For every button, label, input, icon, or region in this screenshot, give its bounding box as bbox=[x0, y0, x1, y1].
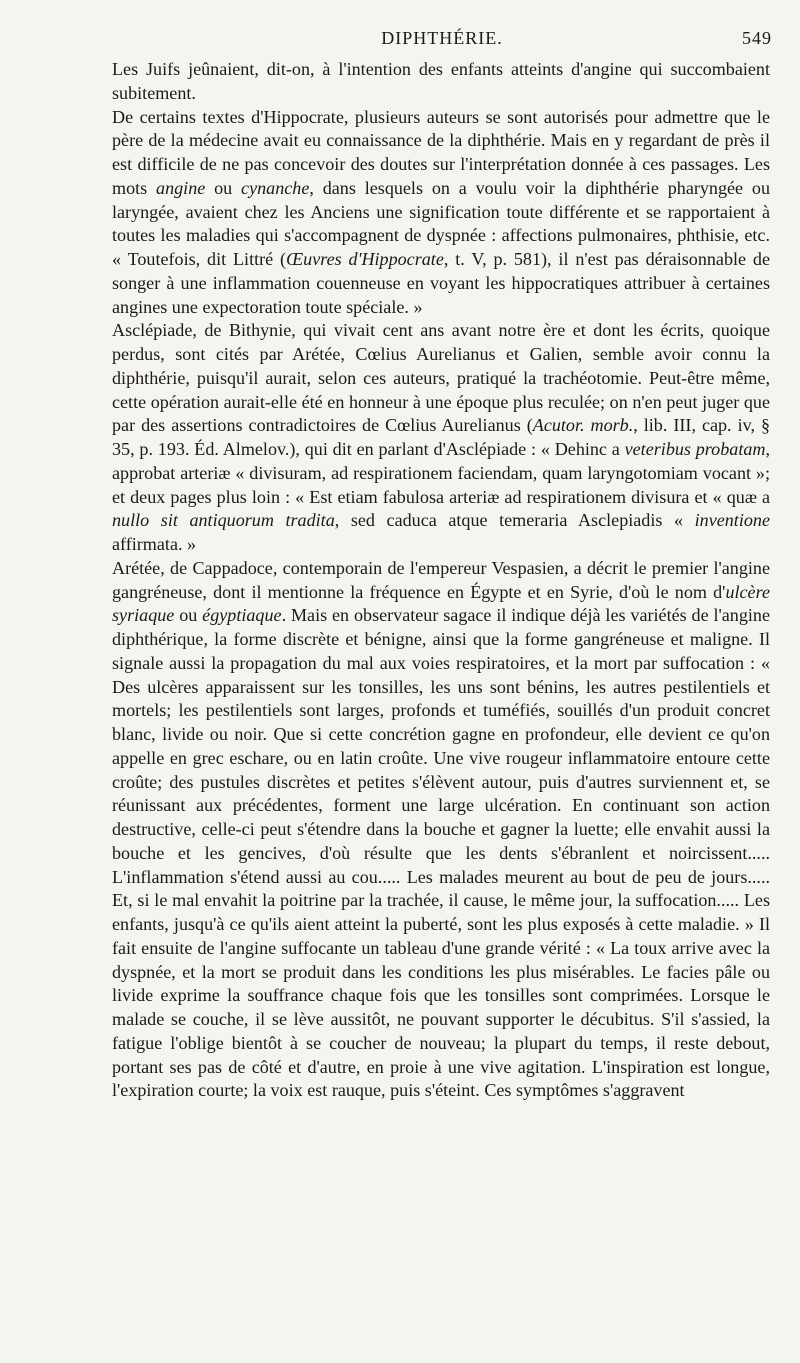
text-segment: affirmata. » bbox=[112, 534, 197, 554]
text-segment: , dans lesquels on a voulu voir la diphthérie pharyngée ou laryngée, avaient chez les Anciens une signification toute différente et se rapportaient à toutes les maladies qui s'accompagnent de dyspnée : affections pulmonaires, phthisie, etc. « Toutefois, dit Littré ( bbox=[112, 177, 771, 269]
italic-segment: veteribus probatam bbox=[624, 439, 766, 459]
paragraph-p2 bbox=[112, 106, 770, 320]
text-segment: ou bbox=[205, 177, 242, 198]
italic-segment: nullo sit antiquorum tradita bbox=[112, 510, 335, 531]
text-segment: , lib. III, cap. iv, § 35, p. 193. Éd. Almelov.), qui dit en parlant d'Asclépiade : « Dehinc a bbox=[112, 415, 771, 459]
text-segment: ou bbox=[174, 605, 203, 626]
italic-segment: égyptiaque bbox=[202, 605, 282, 626]
italic-segment: inventione bbox=[694, 510, 770, 531]
running-header bbox=[112, 28, 772, 52]
text-segment: , t. V, p. 581), il n'est pas déraisonnable de songer à une inflammation couenneuse en voyant les hippocratiques attribuer à certaines angines une expectoration toute spéciale. » bbox=[112, 249, 770, 317]
italic-segment: Acutor. morb. bbox=[532, 415, 634, 436]
running-title: DIPHTHÉRIE. bbox=[381, 28, 503, 48]
text-segment: , sed caduca atque temeraria Asclepiadis « bbox=[334, 510, 695, 531]
page-number: 549 bbox=[742, 28, 772, 48]
italic-segment: Œuvres d'Hippocrate bbox=[286, 249, 444, 269]
body-text bbox=[112, 58, 770, 1103]
text-segment: Arétée, de Cappadoce, contemporain de l'empereur Vespasien, a décrit le premier l'angine gangréneuse, dont il mentionne la fréquence en Égypte et en Syrie, d'où le nom d' bbox=[112, 557, 770, 602]
text-segment: . Mais en observateur sagace il indique déjà les variétés de l'angine diphthérique, la forme discrète et bénigne, ainsi que la forme gangréneuse et maligne. Il signale aussi la propagation du mal aux voies respiratoires, et la mort par suffocation : « Des ulcères apparaissent sur les tonsilles, les uns sont bénins, les autres pestilentiels et mortels; les pestilentiels sont larges, profonds et tuméfiés, souillés d'un produit concret blanc, livide ou noir. Que si cette concrétion gagne en profondeur, elle devient ce qu'on appelle en grec eschare, ou en latin croûte. Une vive rougeur inflammatoire entoure cette croûte; des pustules discrètes et petites s'élèvent autour, puis d'autres surviennent et, se réunissant aux précédentes, forment une large ulcération. En continuant son action destructive, celle-ci peut s'étendre dans la bouche et gagner la luette; elle envahit aussi la bouche et les gencives, d'où résulte que les dents s'ébranlent et noircissent..... L'inflammation s'étend aussi au cou..... Les malades meurent au bout de peu de jours..... Et, si le mal envahit la poitrine par la trachée, il cause, le même jour, la suffocation..... Les enfants, jusqu'à ce qu'ils aient atteint la puberté, sont les plus exposés à cette maladie. » Il fait ensuite de l'angine suffocante un tableau d'une grande vérité : « La toux arrive avec la dyspnée, et la mort se produit dans les conditions les plus misérables. Le facies pâle ou livide exprime la souffrance chaque fois que les tonsilles sont comprimées. Lorsque le malade se couche, il se lève aussitôt, ne pouvant supporter le décubitus. S'il s'assied, la fatigue l'oblige bientôt à se coucher de nouveau; la plupart du temps, il reste debout, portant ses pas de côté et d'autre, en proie à une vive agitation. L'inspiration est longue, l'expiration courte; la voix est rauque, puis s'éteint. Ces symptômes s'aggravent bbox=[112, 605, 771, 1101]
italic-segment: angine bbox=[156, 177, 206, 198]
italic-segment: ulcère syriaque bbox=[112, 581, 770, 626]
text-segment: , approbat arteriæ « divisuram, ad respirationem faciendam, quam laryngotomiam vocant »; et deux pages plus loin : « Est etiam fabulosa arteriæ ad respirationem divisura et « quæ a bbox=[112, 439, 770, 507]
text-segment: Asclépiade, de Bithynie, qui vivait cent ans avant notre ère et dont les écrits, quoique perdus, sont cités par Arétée, Cœlius Aurelianus et Galien, semble avoir connu la diphthérie, puisqu'il aurait, selon ces auteurs, pratiqué la trachéotomie. Peut-être même, cette opération aurait-elle été en honneur à une époque plus reculée; on n'en peut juger que par des assertions contradictoires de Cœlius Aurelianus ( bbox=[112, 320, 770, 436]
paragraph-p4 bbox=[112, 557, 770, 1103]
paragraph-p1 bbox=[112, 58, 770, 106]
paragraph-p3 bbox=[112, 319, 770, 557]
italic-segment: cynanche bbox=[241, 177, 310, 198]
text-segment: Les Juifs jeûnaient, dit-on, à l'intention des enfants atteints d'angine qui succombaient subitement. bbox=[112, 59, 770, 103]
text-segment: De certains textes d'Hippocrate, plusieurs auteurs se sont autorisés pour admettre que le père de la médecine avait eu connaissance de la diphthérie. Mais en y regardant de près il est difficile de ne pas concevoir des doutes sur l'interprétation donnée à ces passages. Les mots bbox=[112, 106, 770, 198]
